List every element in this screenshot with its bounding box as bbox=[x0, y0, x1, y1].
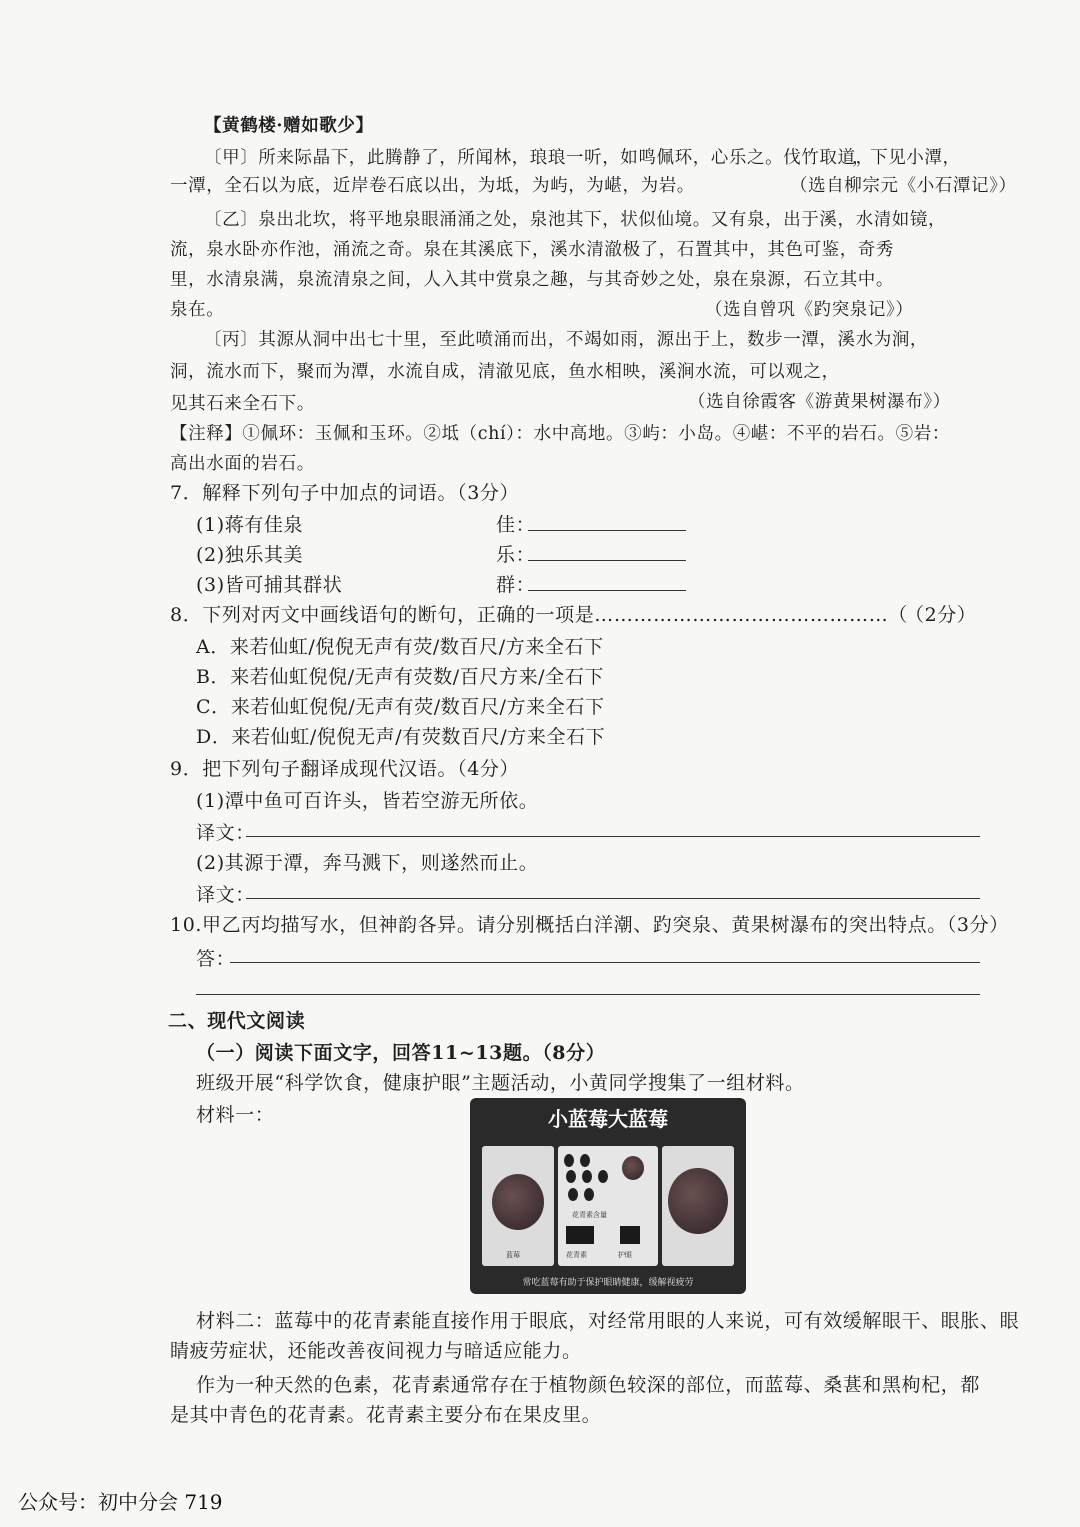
q7-item-2-answer-line[interactable] bbox=[528, 560, 686, 561]
infographic-left-label: 蓝莓 bbox=[506, 1251, 520, 1259]
q9-sentence-1: (1)潭中鱼可百许头，皆若空游无所依。 bbox=[196, 790, 539, 812]
q9-translation-2-label: 译文： bbox=[196, 884, 255, 906]
q10-answer-line-2[interactable] bbox=[196, 994, 980, 995]
q8-option-c[interactable]: C．来若仙虹倪倪/无声有荧/数百尺/方来全石下 bbox=[196, 696, 605, 718]
infographic-right-card bbox=[662, 1146, 734, 1266]
material-2-line-3: 作为一种天然的色素，花青素通常存在于植物颜色较深的部位，而蓝莓、桑葚和黑枸杞，都 bbox=[196, 1374, 981, 1396]
infographic-block-right bbox=[620, 1226, 640, 1244]
passage-yi-line-2: 流，泉水卧亦作池，涌流之奇。泉在其溪底下，溪水清澈极了，石置其中，其色可鉴，奇秀 bbox=[170, 240, 894, 260]
q9-translation-2-line[interactable] bbox=[246, 898, 980, 899]
passage-yi-line-3: 里，水清泉满，泉流清泉之间，人入其中赏泉之趣，与其奇妙之处，泉在泉源，石立其中。 bbox=[170, 270, 894, 290]
passage-note-line-1: 【注释】①佩环：玉佩和玉环。②坻（chí）：水中高地。③屿：小岛。④嵁：不平的岩石。⑤岩： bbox=[170, 424, 950, 444]
berry-dot bbox=[584, 1188, 594, 1201]
q7-item-1-char: 佳： bbox=[496, 514, 536, 536]
passage-jia-source: （选自柳宗元《小石潭记》） bbox=[790, 176, 1017, 196]
berry-dot bbox=[568, 1188, 578, 1201]
q9-sentence-2: (2)其源于潭，奔马溅下，则遂然而止。 bbox=[196, 852, 539, 874]
berry-dot bbox=[598, 1170, 608, 1183]
material-2-line-4: 是其中青色的花青素。花青素主要分布在果皮里。 bbox=[170, 1404, 602, 1426]
q7-item-1: (1)蒋有佳泉 bbox=[196, 514, 304, 536]
footer-watermark: 公众号：初中分会 719 bbox=[18, 1490, 223, 1514]
blueberry-left-image bbox=[492, 1174, 544, 1230]
infographic-left-card bbox=[482, 1146, 554, 1266]
passage-yi-source: （选自曾巩《趵突泉记》） bbox=[705, 300, 914, 320]
q9-stem: 9．把下列句子翻译成现代汉语。（4分） bbox=[170, 758, 520, 780]
q8-option-d[interactable]: D．来若仙虹/倪倪无声/有荧数百尺/方来全石下 bbox=[196, 726, 606, 748]
material-2-line-2: 睛疲劳症状，还能改善夜间视力与暗适应能力。 bbox=[170, 1340, 582, 1362]
q10-stem: 10.甲乙丙均描写水，但神韵各异。请分别概括白洋潮、趵突泉、黄果树瀑布的突出特点。（3分） bbox=[170, 914, 1009, 936]
infographic-middle-card bbox=[558, 1146, 658, 1266]
q8-stem: 8．下列对丙文中画线语句的断句，正确的一项是………………………………………（ bbox=[170, 604, 908, 626]
infographic-middle-label: 花青素含量 bbox=[572, 1211, 607, 1219]
passage-bing-line-3: 见其石来全石下。 bbox=[170, 394, 315, 414]
q7-item-3-char: 群： bbox=[496, 574, 536, 596]
passage-bing-line-1: 〔丙〕其源从洞中出七十里，至此喷涌而出，不竭如雨，源出于上，数步一潭，溪水为涧， bbox=[204, 330, 928, 350]
q7-item-3-answer-line[interactable] bbox=[528, 590, 686, 591]
berry-dot bbox=[564, 1154, 574, 1167]
q9-translation-1-line[interactable] bbox=[246, 836, 980, 837]
blueberry-right-image bbox=[668, 1168, 728, 1234]
passage-jia-line-1-right: ，下见小潭， bbox=[852, 148, 961, 168]
infographic-block-left bbox=[566, 1226, 594, 1244]
blueberry-small-image bbox=[622, 1156, 644, 1180]
passage-bing-source: （选自徐霞客《游黄果树瀑布》） bbox=[688, 392, 951, 412]
infographic-bottom-label-2: 护眼 bbox=[618, 1251, 632, 1259]
q7-item-2-char: 乐： bbox=[496, 544, 536, 566]
passage-jia-line-2: 一潭，全石以为底，近岸卷石底以出，为坻，为屿，为嵁，为岩。 bbox=[170, 176, 695, 196]
q7-item-3: (3)皆可捕其群状 bbox=[196, 574, 343, 596]
material-1-label: 材料一： bbox=[196, 1104, 275, 1126]
q10-answer-line-1[interactable] bbox=[230, 962, 980, 963]
q7-stem: 7．解释下列句子中加点的词语。（3分） bbox=[170, 482, 520, 504]
passage-bing-line-2: 洞，流水而下，聚而为潭，水流自成，清澈见底，鱼水相映，溪涧水流，可以观之， bbox=[170, 362, 840, 382]
infographic-caption: 常吃蓝莓有助于保护眼睛健康，缓解视疲劳 bbox=[522, 1278, 694, 1288]
material-2-line-1: 材料二：蓝莓中的花青素能直接作用于眼底，对经常用眼的人来说，可有效缓解眼干、眼胀、眼 bbox=[196, 1310, 1020, 1332]
section-2-intro: 班级开展“科学饮食，健康护眼”主题活动，小黄同学搜集了一组材料。 bbox=[196, 1072, 805, 1094]
blueberry-infographic bbox=[470, 1098, 746, 1294]
passage-jia-line-1: 〔甲〕所来际晶下，此腾静了，所闻林，琅琅一听，如鸣佩环，心乐之。伐竹取道， bbox=[204, 148, 874, 168]
q7-item-2: (2)独乐其美 bbox=[196, 544, 304, 566]
q9-translation-1-label: 译文： bbox=[196, 822, 255, 844]
q7-item-1-answer-line[interactable] bbox=[528, 530, 686, 531]
berry-dot bbox=[582, 1170, 592, 1183]
infographic-bottom-label-1: 花青素 bbox=[566, 1251, 587, 1259]
q8-option-a[interactable]: A．来若仙虹/倪倪无声有荧/数百尺/方来全石下 bbox=[196, 636, 604, 658]
passage-yi-line-1: 〔乙〕泉出北坎，将平地泉眼涌涌之处，泉池其下，状似仙境。又有泉，出于溪，水清如镜， bbox=[204, 210, 947, 230]
berry-dot bbox=[566, 1170, 576, 1183]
passage-source-heading: 【黄鹤楼·赠如歌少】 bbox=[204, 116, 374, 136]
q10-answer-label: 答： bbox=[196, 948, 236, 970]
passage-note-line-2: 高出水面的岩石。 bbox=[170, 454, 315, 474]
infographic-title: 小蓝莓大蓝莓 bbox=[548, 1107, 668, 1131]
passage-yi-line-4: 泉在。 bbox=[170, 300, 225, 320]
berry-dot bbox=[580, 1154, 590, 1167]
section-2-subheading: （一）阅读下面文字，回答11~13题。（8分） bbox=[196, 1042, 606, 1064]
section-2-heading: 二、现代文阅读 bbox=[168, 1010, 306, 1032]
q8-option-b[interactable]: B．来若仙虹倪倪/无声有荧数/百尺方来/全石下 bbox=[196, 666, 604, 688]
q8-score: （2分） bbox=[905, 604, 977, 626]
